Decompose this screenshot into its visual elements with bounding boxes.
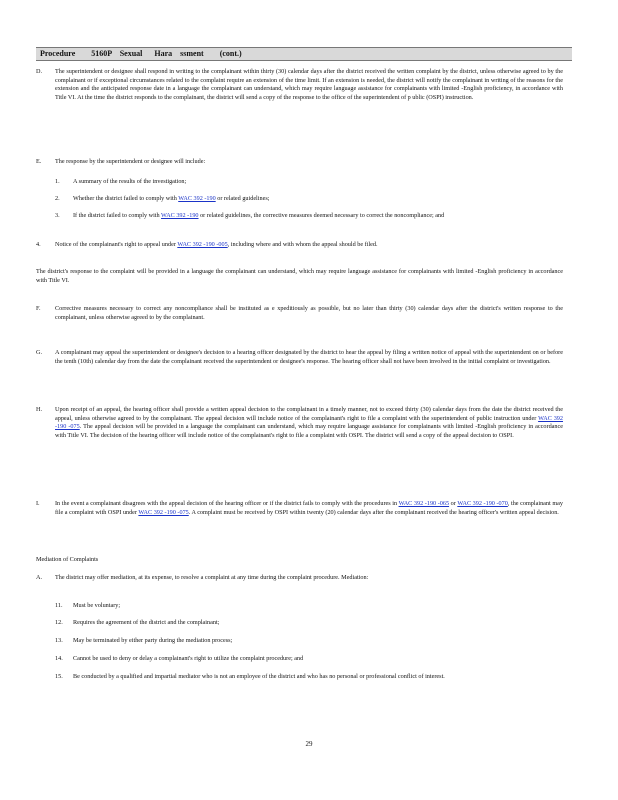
list-item-number: 2. xyxy=(55,195,60,202)
list-item-text: , including where and with whom the appeal should be filed. xyxy=(227,241,378,248)
list-item xyxy=(73,195,563,204)
section-f-text: Corrective measures necessary to correct any noncompliance shall be instituted as e xpeditiously as possible, but no later than thirty (30) calendar days after the district's written response to the complainant, unless otherwise agreed to by the complainant. xyxy=(55,305,563,321)
section-f-label: F. xyxy=(36,305,41,312)
list-item: May be terminated by either party during the mediation process; xyxy=(73,637,233,644)
list-item: Cannot be used to deny or delay a complainant's right to utilize the complaint procedure; and xyxy=(73,655,304,662)
list-item-number: 3. xyxy=(55,212,60,219)
list-item-text: or related guidelines; xyxy=(215,195,270,202)
section-h-label: H. xyxy=(36,406,43,413)
section-i-text-part: , the complainant may file a complaint with OSPI under xyxy=(55,500,563,516)
mediation-a-label: A. xyxy=(36,574,43,581)
wac-link[interactable]: WAC 392 -190 xyxy=(178,195,216,202)
section-i-label: I. xyxy=(36,500,40,507)
list-item-number: 4. xyxy=(36,241,41,248)
section-g-text: A complainant may appeal the superintendent or designee's decision to a hearing officer designated by the district to hear the appeal by filing a written notice of appeal with the superintendent on or before the tenth (10th) calendar day from the date the complainant received the superintendent or designee's response. The hearing officer shall not have been involved in the initial complaint or investigation. xyxy=(55,349,563,365)
list-item: Must be voluntary; xyxy=(73,602,121,609)
wac-link[interactable]: WAC 392 -190 -075 xyxy=(138,508,189,516)
list-item-number: 13. xyxy=(55,637,63,644)
section-h-text-part: . The appeal decision will be provided in a language the complainant can understand, which may require language assistance for complainants with limited -English proficiency in accordance with Title VI. The decision of the hearing officer will include notice of the complainant's right to file a complaint with OSPI. The district will send a copy of the appeal decision to OSPI. xyxy=(55,423,563,439)
list-item-number: 11. xyxy=(55,602,63,609)
section-d-text: The superintendent or designee shall respond in writing to the complainant within thirty (30) calendar days after the district received the written complaint by the district, unless otherwise agreed to by the complainant or if exceptional circumstances related to the complaint require an extension of the time limit. If an extension is needed, the district will notify the complainant in writing of the reasons for the extension and the anticipated response date in a language the complainant can understand, which may require language assistance for complainants with limited -English proficiency, in accordance with Title VI. At the time the district responds to the complainant, the district will send a copy of the response to the office of the superintendent of p ublic (OSPI) instruction. xyxy=(55,68,563,101)
procedure-header xyxy=(36,47,572,61)
procedure-title: Procedure 5160P Sexual Hara ssment (cont.) xyxy=(40,49,242,58)
section-h-text-part: Upon receipt of an appeal, the hearing officer shall provide a written appeal decision to the complainant in a timely manner, not to exceed thirty (30) calendar days from the date the district received the appeal, unless otherwise agreed to by the complainant. The appeal decision will include notice of the complainant's right to file a complaint with the superintendent of public instruction under xyxy=(55,406,563,422)
wac-link[interactable]: WAC 392 -190 -005 xyxy=(177,241,228,248)
wac-link[interactable]: WAC 392 -190 -075 xyxy=(55,414,563,431)
list-item-text: Whether the district failed to comply with xyxy=(73,195,179,202)
section-d-label: D. xyxy=(36,68,43,75)
list-item-number: 14. xyxy=(55,655,63,662)
section-e-text: The response by the superintendent or designee will include: xyxy=(55,158,206,165)
section-i-text-part: In the event a complainant disagrees with the appeal decision of the hearing officer or if the district fails to comply with the procedures in xyxy=(55,500,399,507)
list-item: Requires the agreement of the district and the complainant; xyxy=(73,619,220,626)
list-item xyxy=(55,241,563,250)
list-item-number: 15. xyxy=(55,673,63,680)
list-item-text: If the district failed to comply with xyxy=(73,212,162,219)
section-i-text-part: or xyxy=(449,500,458,507)
section-h-text xyxy=(55,406,563,440)
section-i-text-part: . A complaint must be received by OSPI within twenty (20) calendar days after the complainant received the hearing officer's written appeal decision. xyxy=(188,508,559,516)
list-item: Be conducted by a qualified and impartial mediator who is not an employee of the district and who has no personal or professional conflict of interest. xyxy=(73,673,445,680)
mediation-a-text: The district may offer mediation, at its expense, to resolve a complaint at any time during the complaint procedure. Mediation: xyxy=(55,574,369,581)
list-item-number: 12. xyxy=(55,619,63,626)
response-language-note: The district's response to the complaint will be provided in a language the complainant can understand, which may require language assistance for complainants with limited -English proficiency in accordance with Title VI. xyxy=(36,268,563,284)
wac-link[interactable]: WAC 392 -190 -065 xyxy=(398,500,450,507)
section-g-label: G. xyxy=(36,349,43,356)
section-e-label: E. xyxy=(36,158,42,165)
list-item-text: Notice of the complainant's right to appeal under xyxy=(55,241,178,248)
mediation-heading: Mediation of Complaints xyxy=(36,556,99,563)
section-i-text xyxy=(55,500,563,517)
wac-link[interactable]: WAC 392 -190 -070 xyxy=(457,500,508,507)
list-item-text: or related guidelines, the corrective measures deemed necessary to correct the noncompliance; and xyxy=(198,212,445,219)
list-item-text: A summary of the results of the investigation; xyxy=(73,178,187,185)
page-number: 29 xyxy=(305,740,313,748)
list-item xyxy=(73,212,563,221)
wac-link[interactable]: WAC 392 -190 xyxy=(161,212,199,219)
list-item-number: 1. xyxy=(55,178,60,185)
list-item xyxy=(73,178,563,187)
